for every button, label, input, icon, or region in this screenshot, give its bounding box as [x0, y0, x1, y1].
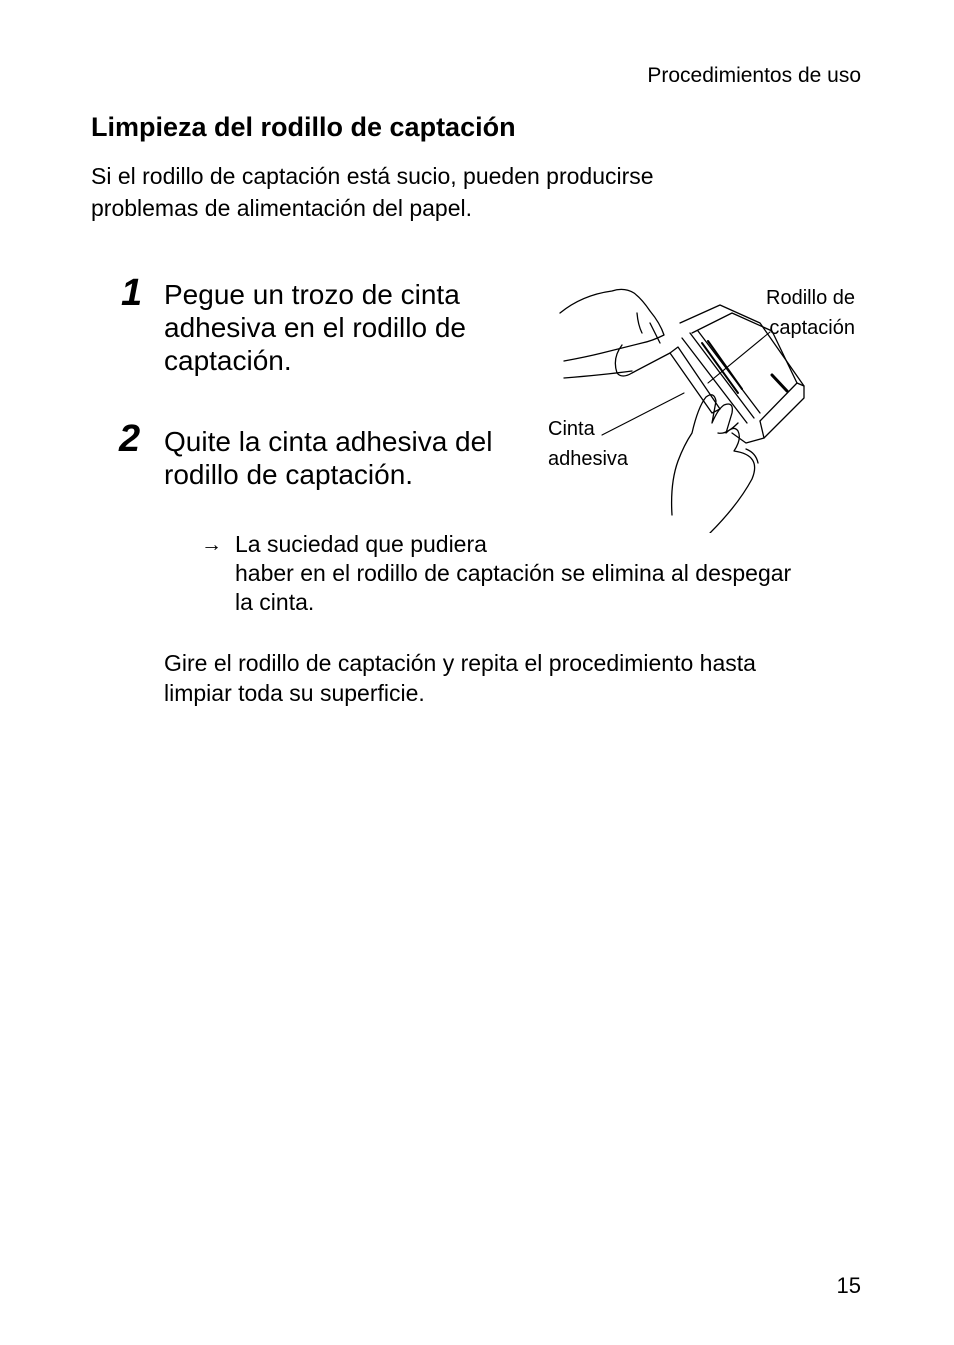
result-line: la cinta. [235, 589, 315, 615]
result-arrow-icon: → [201, 533, 222, 556]
running-header: Procedimientos de uso [647, 64, 861, 87]
result-line: La suciedad que pudiera [235, 531, 487, 557]
right-hand [672, 395, 758, 533]
step-line: Pegue un trozo de cinta [164, 279, 460, 310]
device-front-face [760, 383, 804, 438]
step-line: captación. [164, 345, 292, 376]
left-hand [560, 289, 670, 378]
step-line: Quite la cinta adhesiva del [164, 426, 493, 457]
label-pickup-roller [747, 283, 855, 343]
repeat-note [164, 648, 874, 708]
result-line: haber en el rodillo de captación se elimina al despegar [235, 560, 792, 586]
pickup-roller [702, 341, 742, 393]
label-line: captación [769, 317, 855, 339]
step-number-1: 1 [121, 272, 143, 314]
brand-mark [772, 375, 787, 391]
label-line: adhesiva [548, 448, 629, 470]
step-line: rodillo de captación. [164, 459, 414, 490]
note-line: Gire el rodillo de captación y repita el procedimiento hasta [164, 650, 756, 676]
step-text-2 [164, 425, 544, 491]
roller-slot [682, 331, 760, 423]
section-title: Limpieza del rodillo de captación [91, 112, 516, 142]
intro-line: Si el rodillo de captación está sucio, pueden producirse [91, 163, 654, 189]
step-line: adhesiva en el rodillo de [164, 312, 466, 343]
step-text-1 [164, 278, 544, 377]
page-number: 15 [836, 1273, 861, 1298]
note-line: limpiar toda su superficie. [164, 680, 425, 706]
step-number-2: 2 [119, 418, 141, 460]
intro-paragraph [91, 160, 791, 224]
intro-line: problemas de alimentación del papel. [91, 195, 473, 221]
label-line: Rodillo de [766, 287, 855, 309]
label-adhesive-tape [548, 414, 628, 474]
result-text [235, 530, 875, 617]
label-line: Cinta [548, 418, 595, 440]
